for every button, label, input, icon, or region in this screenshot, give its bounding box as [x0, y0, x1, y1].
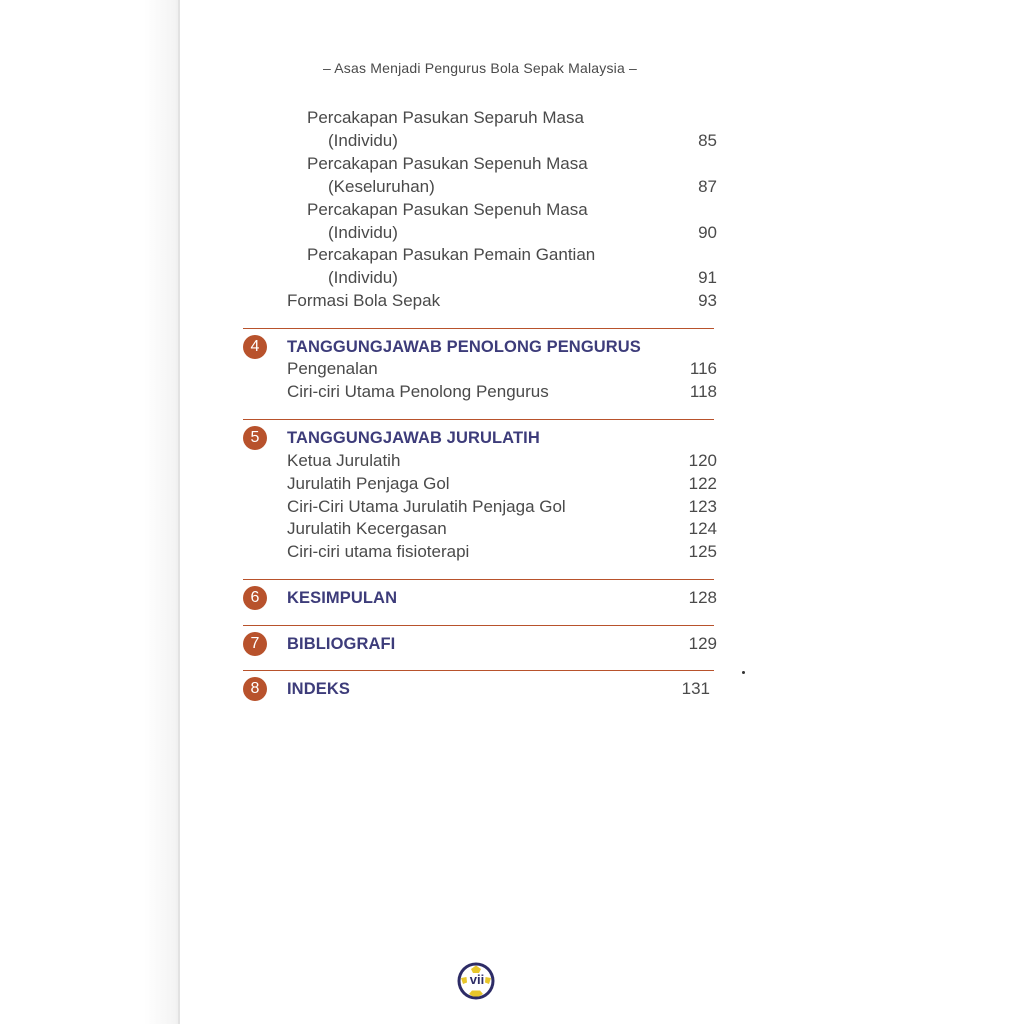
chapter-divider [243, 670, 714, 671]
toc-entry-label: Pengenalan [287, 359, 378, 378]
chapter-number-badge: 6 [243, 586, 267, 610]
toc-entry [287, 244, 717, 266]
toc-entry-label: Jurulatih Kecergasan [287, 519, 447, 538]
toc-entry [287, 518, 717, 540]
toc-page-number: 128 [688, 588, 717, 607]
toc-page-number: 93 [698, 291, 717, 310]
chapter-heading [287, 336, 717, 358]
toc-page-number: 129 [688, 634, 717, 653]
chapter-title: BIBLIOGRAFI [287, 635, 396, 653]
chapter-divider [243, 625, 714, 626]
toc-page-number: 116 [689, 359, 717, 378]
toc-entry [287, 176, 717, 198]
chapter-number-badge: 7 [243, 632, 267, 656]
toc-entry [287, 130, 717, 152]
toc-entry-label: Percakapan Pasukan Sepenuh Masa [307, 200, 588, 219]
toc-entry [287, 222, 717, 244]
toc-entry-label: Jurulatih Penjaga Gol [287, 474, 450, 493]
toc-entry-label: Ketua Jurulatih [287, 451, 401, 470]
toc-entry-label: Percakapan Pasukan Pemain Gantian [307, 245, 596, 264]
print-speck [742, 671, 745, 674]
toc-page-number: 91 [698, 268, 717, 287]
toc-entry [287, 267, 717, 289]
toc-entry [287, 541, 717, 563]
toc-entry-label: Formasi Bola Sepak [287, 291, 441, 310]
toc-page-number: 87 [698, 177, 717, 196]
chapter-number-badge: 8 [243, 677, 267, 701]
toc-page-number: 85 [698, 131, 717, 150]
toc-entry-label: Percakapan Pasukan Sepenuh Masa [307, 154, 588, 173]
toc-entry [287, 496, 717, 518]
chapter-divider [243, 419, 714, 420]
chapter-divider [243, 579, 714, 580]
toc-entry [287, 381, 717, 403]
toc-entry [287, 358, 717, 380]
chapter-number-badge: 5 [243, 426, 267, 450]
toc-page-number: 125 [688, 542, 717, 561]
toc-page-number: 118 [689, 382, 717, 401]
running-header: – Asas Menjadi Pengurus Bola Sepak Malaysia – [322, 60, 638, 76]
toc-page-number: 122 [688, 474, 717, 493]
toc-entry [287, 199, 717, 221]
chapter-heading [287, 678, 710, 700]
toc-page-number: 131 [681, 679, 710, 698]
page-binding-shadow [0, 0, 180, 1024]
chapter-heading [287, 587, 717, 609]
toc-entry-label: Ciri-ciri Utama Penolong Pengurus [287, 382, 549, 401]
chapter-title: INDEKS [287, 680, 350, 698]
chapter-title: KESIMPULAN [287, 589, 398, 607]
toc-page-number: 90 [698, 223, 717, 242]
toc-entry-label: (Individu) [328, 131, 398, 150]
toc-entry [287, 450, 717, 472]
toc-page-number: 120 [688, 451, 717, 470]
toc-entry-label: (Individu) [328, 223, 398, 242]
chapter-heading [287, 633, 717, 655]
toc-entry-label: (Individu) [328, 268, 398, 287]
toc-entry [287, 473, 717, 495]
chapter-divider [243, 328, 714, 329]
chapter-heading [287, 427, 717, 449]
toc-entry-label: (Keseluruhan) [328, 177, 435, 196]
toc-page-number: 123 [688, 497, 717, 516]
toc-entry-label: Percakapan Pasukan Separuh Masa [307, 108, 584, 127]
chapter-title: TANGGUNGJAWAB JURULATIH [287, 429, 540, 447]
chapter-number-badge: 4 [243, 335, 267, 359]
chapter-title: TANGGUNGJAWAB PENOLONG PENGURUS [287, 338, 641, 356]
page-folio: vii [469, 972, 485, 987]
toc-entry [287, 290, 717, 312]
toc-entry [287, 107, 717, 129]
toc-entry [287, 153, 717, 175]
page-edge [178, 0, 180, 1024]
toc-page-number: 124 [688, 519, 717, 538]
toc-entry-label: Ciri-ciri utama fisioterapi [287, 542, 470, 561]
toc-entry-label: Ciri-Ciri Utama Jurulatih Penjaga Gol [287, 497, 566, 516]
